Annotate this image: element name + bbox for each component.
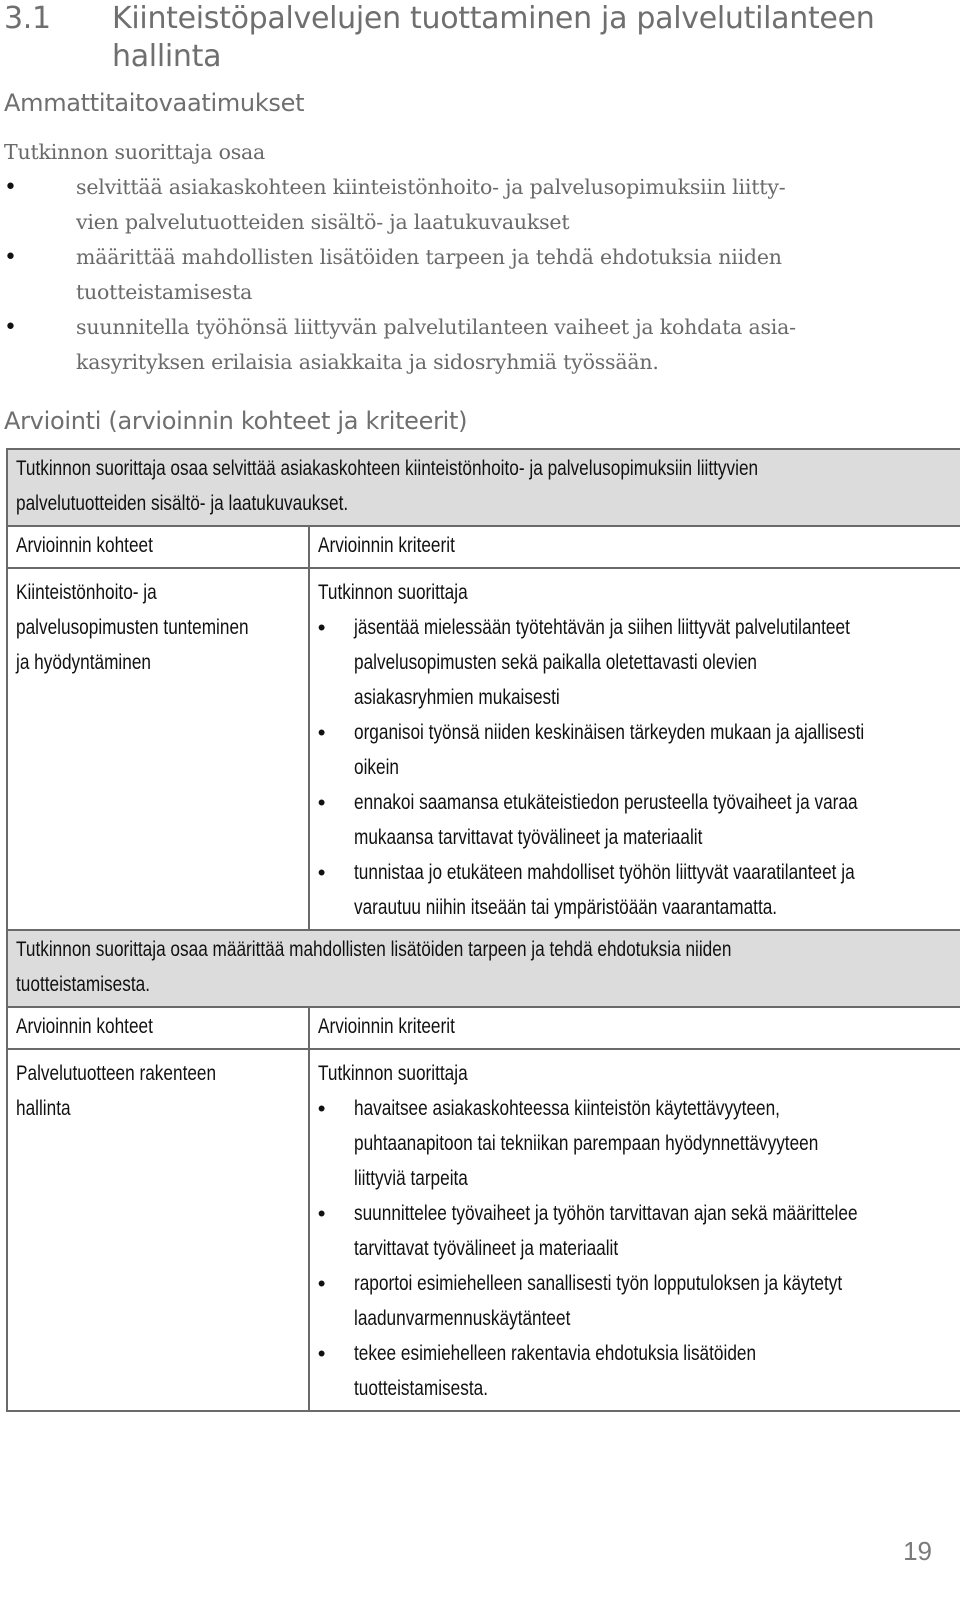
list-item-line: tarvittavat työvälineet ja materiaalit xyxy=(353,1237,618,1260)
list-item-line: raportoi esimiehelleen sanallisesti työn lopputuloksen ja käytetyt xyxy=(353,1272,842,1295)
list-item xyxy=(318,1336,960,1406)
list-item-line: havaitsee asiakaskohteessa kiinteistön käytettävyyteen, xyxy=(353,1097,780,1120)
list-item-line: asiakasryhmien mukaisesti xyxy=(353,686,560,709)
section-number: 3.1 xyxy=(4,1,51,36)
table-row xyxy=(7,568,960,930)
section-heading xyxy=(4,0,954,76)
kriteeri-intro: Tutkinnon suorittaja xyxy=(317,581,468,604)
kohde-line: hallinta xyxy=(16,1097,71,1120)
col-header-kriteerit: Arvioinnin kriteerit xyxy=(317,1015,455,1038)
ammattitaito-title: Ammattitaitovaatimukset xyxy=(4,89,305,117)
header-cell xyxy=(309,1007,960,1049)
list-item-line: mukaansa tarvittavat työvälineet ja materiaalit xyxy=(353,826,703,849)
list-item xyxy=(318,610,960,715)
table-row xyxy=(7,526,960,568)
header-cell xyxy=(7,1007,309,1049)
list-item xyxy=(318,855,960,925)
list-item-line: jäsentää mielessään työtehtävän ja siihen liittyvät palvelutilanteet xyxy=(353,616,850,639)
section-title-line2: hallinta xyxy=(112,39,222,74)
header-cell xyxy=(309,526,960,568)
list-item-line: ennakoi saamansa etukäteistiedon perusteella työvaiheet ja varaa xyxy=(353,791,858,814)
list-item-line: liittyviä tarpeita xyxy=(353,1167,468,1190)
list-item-line: kasyrityksen erilaisia asiakkaita ja sidosryhmiä työssään. xyxy=(76,350,659,374)
kohde-line: ja hyödyntäminen xyxy=(16,651,151,674)
list-item-line: • määrittää mahdollisten lisätöiden tarpeen ja tehdä ehdotuksia niiden xyxy=(76,245,782,269)
list-item-line: tuotteistamisesta. xyxy=(353,1377,488,1400)
table-row xyxy=(7,1049,960,1411)
kohde-line: Palvelutuotteen rakenteen xyxy=(16,1062,217,1085)
list-item xyxy=(318,1266,960,1336)
kohde-line: Kiinteistönhoito- ja xyxy=(16,581,157,604)
table-row xyxy=(7,1007,960,1049)
list-item-line: laadunvarmennuskäytänteet xyxy=(353,1307,571,1330)
section-title-line1: Kiinteistöpalvelujen tuottaminen ja palvelutilanteen xyxy=(112,1,875,36)
list-item-line: oikein xyxy=(353,756,399,779)
list-item-line: tekee esimiehelleen rakentavia ehdotuksia lisätöiden xyxy=(353,1342,756,1365)
col-header-kohteet: Arvioinnin kohteet xyxy=(16,534,153,557)
arviointi-title: Arviointi (arvioinnin kohteet ja kriteerit) xyxy=(4,407,468,435)
header-cell xyxy=(7,526,309,568)
ammattitaito-list xyxy=(4,170,954,380)
banner-line: Tutkinnon suorittaja osaa selvittää asiakaskohteen kiinteistönhoito- ja palvelusopimuksiin liittyvien xyxy=(16,457,759,480)
col-header-kohteet: Arvioinnin kohteet xyxy=(16,1015,153,1038)
kriteeri-intro: Tutkinnon suorittaja xyxy=(317,1062,468,1085)
list-item xyxy=(318,1196,960,1266)
list-item-line: varautuu niihin itseään tai ympäristöään vaarantamatta. xyxy=(353,896,777,919)
ammattitaito-intro: Tutkinnon suorittaja osaa xyxy=(4,140,266,164)
kohde-line: palvelusopimusten tunteminen xyxy=(16,616,249,639)
banner-line: Tutkinnon suorittaja osaa määrittää mahdollisten lisätöiden tarpeen ja tehdä ehdotuksia niiden xyxy=(16,938,732,961)
list-item-line: tuotteistamisesta xyxy=(76,280,253,304)
kriteeri-list xyxy=(318,610,960,925)
list-item xyxy=(4,170,906,240)
page-number: 19 xyxy=(903,1536,932,1566)
criteria-table xyxy=(6,448,960,1412)
banner-line: palvelutuotteiden sisältö- ja laatukuvaukset. xyxy=(16,492,349,515)
kriteeri-cell xyxy=(309,568,960,930)
list-item-line: tunnistaa jo etukäteen mahdolliset työhön liittyvät vaaratilanteet ja xyxy=(353,861,855,884)
banner-line: tuotteistamisesta. xyxy=(16,973,150,996)
table-row xyxy=(7,930,960,1007)
list-item-line: vien palvelutuotteiden sisältö- ja laatukuvaukset xyxy=(76,210,570,234)
list-item-line: puhtaanapitoon tai tekniikan parempaan hyödynnettävyyteen xyxy=(353,1132,819,1155)
list-item-line: organisoi työnsä niiden keskinäisen tärkeyden mukaan ja ajallisesti xyxy=(353,721,864,744)
kohde-cell xyxy=(7,568,309,930)
kriteeri-cell xyxy=(309,1049,960,1411)
list-item xyxy=(318,715,960,785)
kohde-cell xyxy=(7,1049,309,1411)
kriteeri-list xyxy=(318,1091,960,1406)
table-row xyxy=(7,449,960,526)
ammattitaito-block xyxy=(4,135,954,380)
banner-cell xyxy=(7,930,960,1007)
list-item-line: • selvittää asiakaskohteen kiinteistönhoito- ja palvelusopimuksiin liitty- xyxy=(76,175,786,199)
list-item xyxy=(4,310,906,380)
list-item xyxy=(318,1091,960,1196)
list-item-line: palvelusopimusten sekä paikalla oletettavasti olevien xyxy=(353,651,757,674)
list-item xyxy=(4,240,906,310)
list-item-line: • suunnitella työhönsä liittyvän palvelutilanteen vaiheet ja kohdata asia- xyxy=(76,315,796,339)
list-item xyxy=(318,785,960,855)
banner-cell xyxy=(7,449,960,526)
col-header-kriteerit: Arvioinnin kriteerit xyxy=(317,534,455,557)
list-item-line: suunnittelee työvaiheet ja työhön tarvittavan ajan sekä määrittelee xyxy=(353,1202,858,1225)
